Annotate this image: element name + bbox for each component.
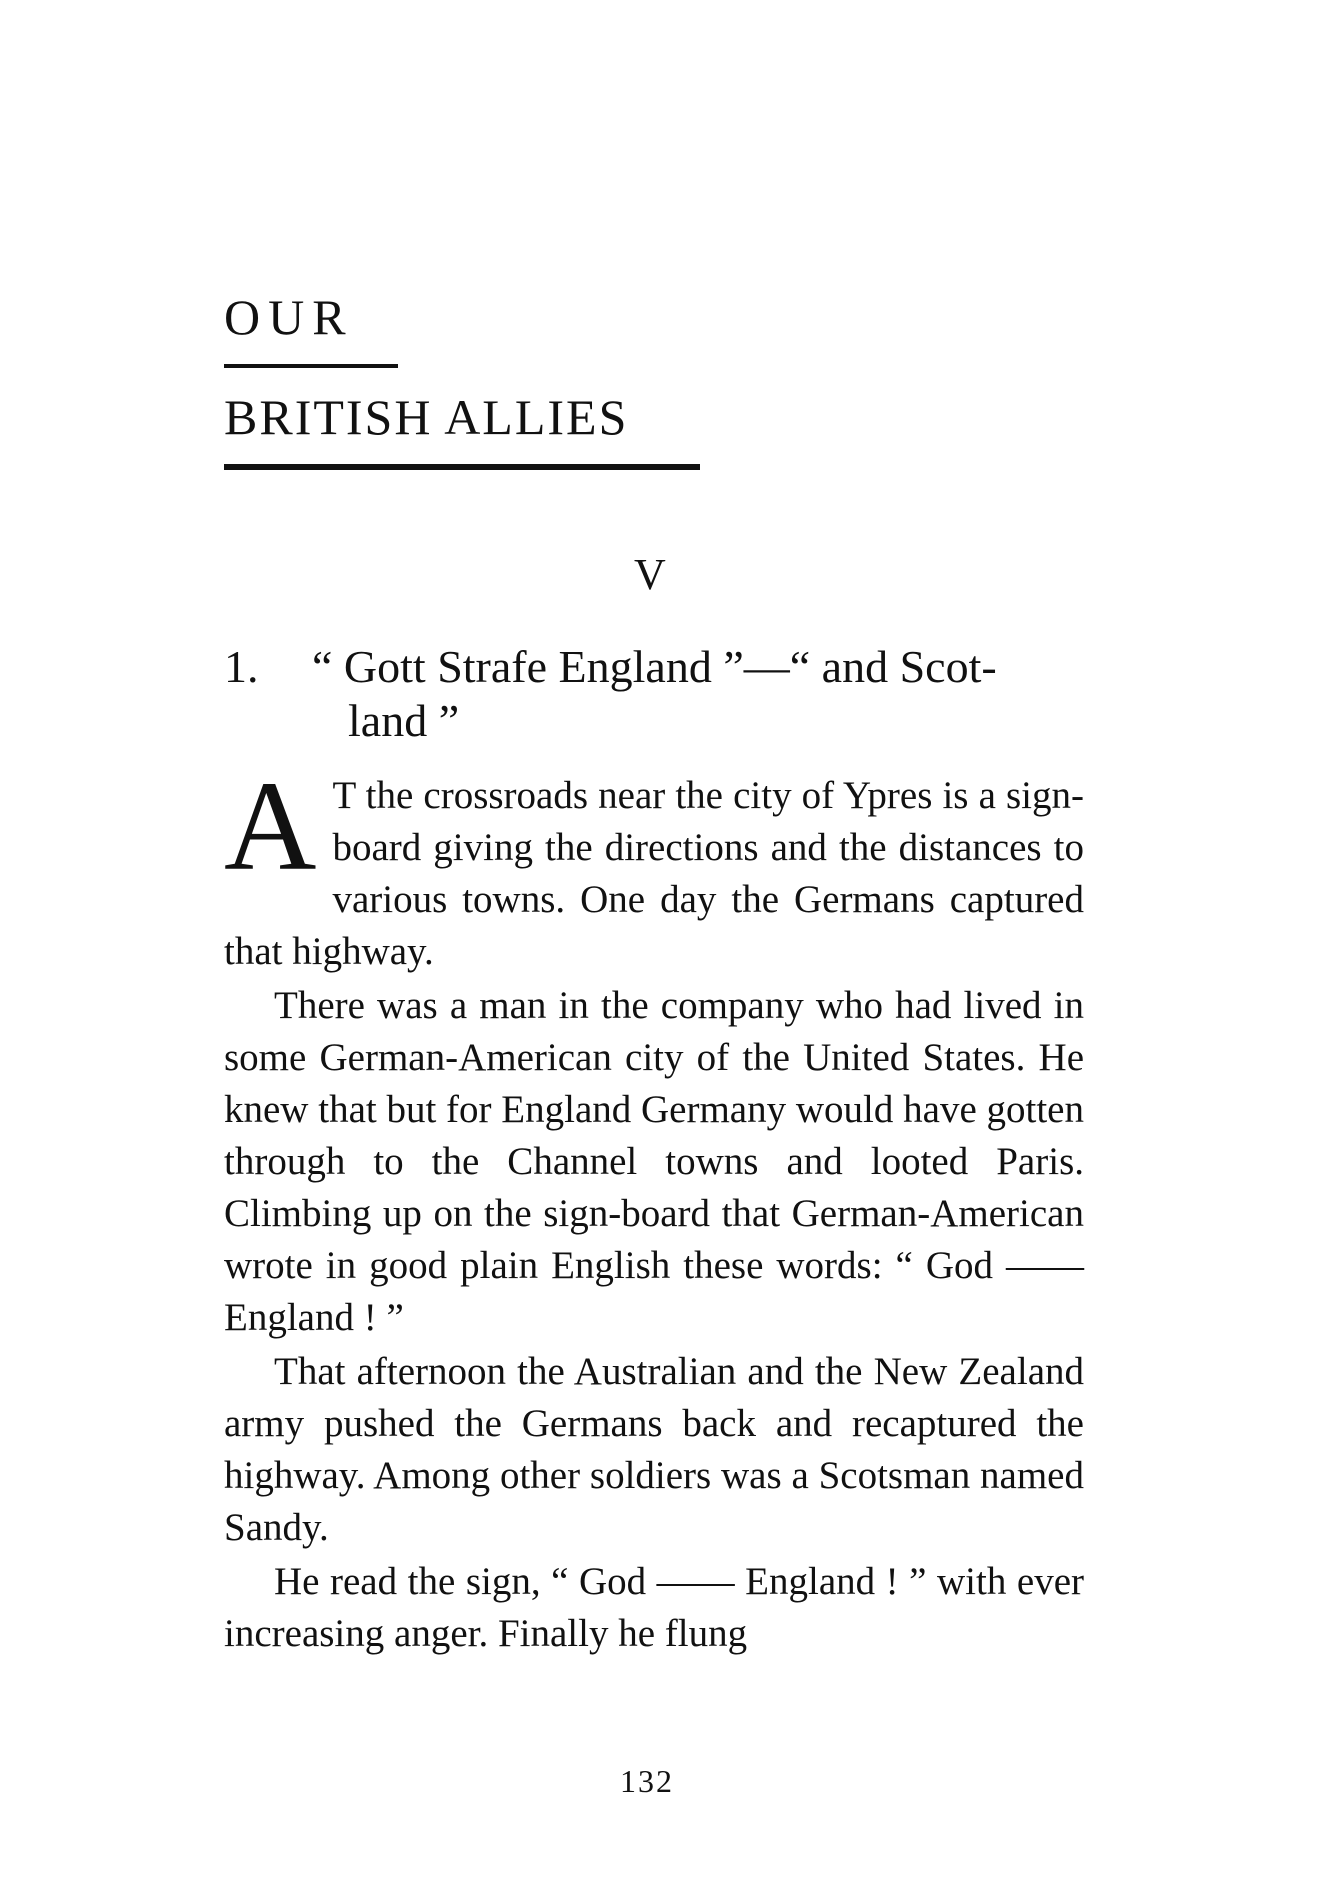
heading-our: OUR: [224, 289, 354, 345]
paragraph-1: [224, 755, 1084, 978]
chapter-number: V: [634, 550, 666, 599]
heading-british-allies: BRITISH ALLIES: [224, 389, 629, 445]
book-heading: [224, 289, 700, 470]
paragraph-3: That afternoon the Australian and the New Zealand army pushed the Germans back and recaptured the highway. Among other soldiers was a Scotsman named Sandy.: [224, 1350, 1084, 1549]
paragraph-4: He read the sign, “ God —— England ! ” with ever increasing anger. Finally he flung: [224, 1560, 1084, 1655]
heading-rule-short: [224, 364, 398, 368]
paragraph-1-text: T the crossroads near the city of Ypres is a sign-board giving the directions and the distances to various towns. One day the Germans captured that highway.: [224, 774, 1084, 973]
drop-cap: A: [224, 755, 317, 897]
paragraph-2: There was a man in the company who had lived in some German-American city of the United States. He knew that but for England Germany would have gotten through to the Channel towns and looted Paris. Climbing up on the sign-board that German-American wrote in good plain English these words: “ God —— England ! ”: [224, 984, 1084, 1339]
page-number: 132: [620, 1763, 674, 1799]
heading-rule-long: [224, 464, 700, 470]
body-text: [224, 755, 1084, 1662]
section-title-line1: “ Gott Strafe England ”—“ and Scot-: [312, 641, 997, 692]
section-number: 1.: [224, 641, 259, 692]
section-title-line2: land ”: [348, 695, 460, 746]
